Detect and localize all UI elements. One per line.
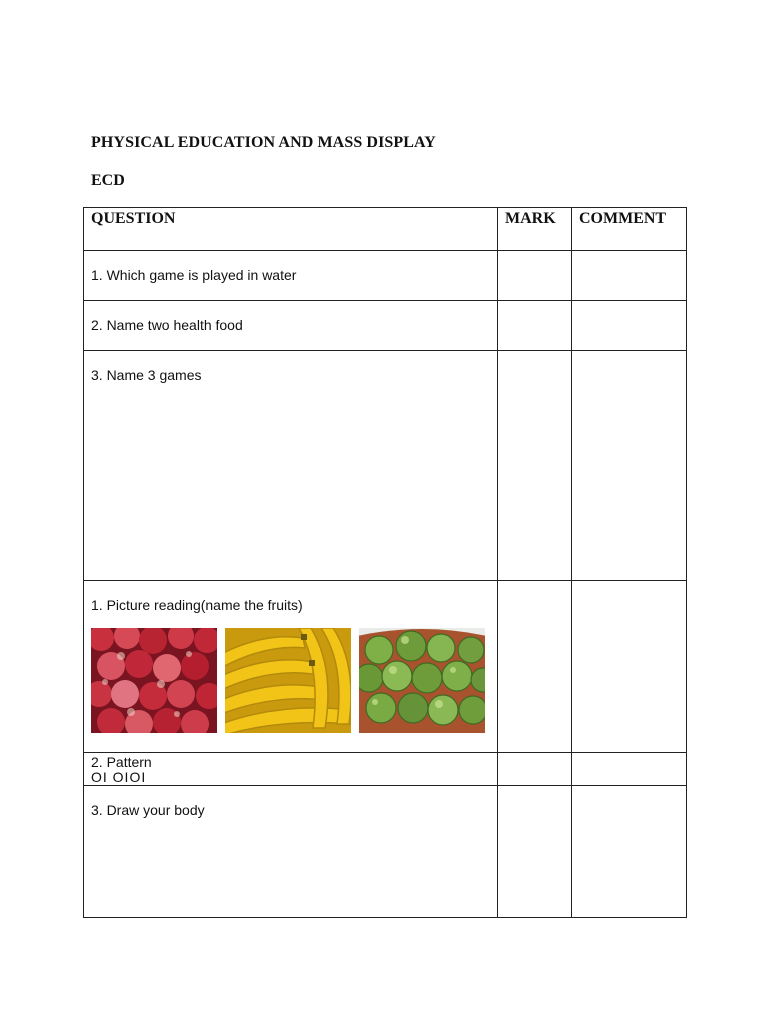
apples-image [91, 628, 217, 733]
mark-cell[interactable] [498, 351, 572, 581]
header-mark-label: MARK [505, 210, 556, 227]
document-subtitle: ECD [91, 172, 125, 189]
table-header-row [84, 208, 687, 251]
question-text: 2. Name two health food [91, 317, 243, 333]
comment-cell[interactable] [572, 251, 687, 301]
comment-cell[interactable] [572, 351, 687, 581]
comment-cell[interactable] [572, 301, 687, 351]
table-row [84, 786, 687, 918]
mark-cell[interactable] [498, 753, 572, 786]
mark-cell[interactable] [498, 301, 572, 351]
table-row [84, 301, 687, 351]
question-cell [84, 351, 498, 581]
question-cell [84, 753, 498, 786]
comment-cell[interactable] [572, 786, 687, 918]
table-row [84, 251, 687, 301]
question-text: 1. Picture reading(name the fruits) [91, 597, 303, 613]
question-cell [84, 581, 498, 753]
mark-cell[interactable] [498, 581, 572, 753]
table-row [84, 351, 687, 581]
header-comment [572, 208, 687, 251]
document-title: PHYSICAL EDUCATION AND MASS DISPLAY [91, 134, 436, 151]
pattern-text: OI OIOI [91, 769, 147, 785]
comment-cell[interactable] [572, 753, 687, 786]
brussels-sprouts-image [359, 628, 485, 733]
question-table [83, 207, 687, 918]
bananas-image [225, 628, 351, 733]
table-row [84, 753, 687, 786]
table-row [84, 581, 687, 753]
header-question [84, 208, 498, 251]
mark-cell[interactable] [498, 786, 572, 918]
fruit-pictures [84, 613, 497, 733]
header-mark [498, 208, 572, 251]
question-text: 3. Name 3 games [91, 367, 202, 383]
question-text: 3. Draw your body [91, 802, 205, 818]
question-text: 2. Pattern [91, 754, 152, 770]
mark-cell[interactable] [498, 251, 572, 301]
header-comment-label: COMMENT [579, 210, 667, 227]
comment-cell[interactable] [572, 581, 687, 753]
question-cell [84, 301, 498, 351]
question-cell [84, 786, 498, 918]
question-cell [84, 251, 498, 301]
header-question-label: QUESTION [91, 210, 176, 227]
question-text: 1. Which game is played in water [91, 267, 297, 283]
